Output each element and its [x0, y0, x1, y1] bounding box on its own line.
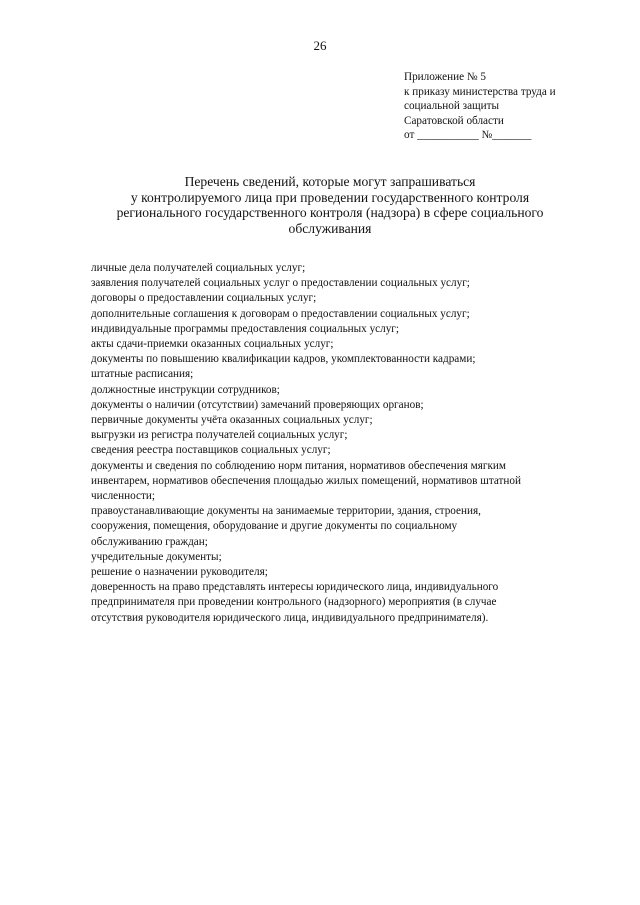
document-title	[80, 174, 580, 236]
list-item: договоры о предоставлении социальных услуг;	[91, 292, 317, 305]
title-line: обслуживания	[288, 220, 372, 236]
list-item: документы по повышению квалификации кадров, укомплектованности кадрами;	[91, 353, 476, 366]
list-item: численности;	[91, 490, 155, 503]
page-number: 26	[313, 38, 327, 53]
title-line: у контролируемого лица при проведении государственного контроля	[130, 189, 530, 205]
title-line: регионального государственного контроля (надзора) в сфере социального	[116, 205, 544, 221]
appendix-line: к приказу министерства труда и	[404, 85, 556, 98]
list-item: документы и сведения по соблюдению норм питания, нормативов обеспечения мягким	[91, 459, 506, 472]
list-item: первичные документы учёта оказанных социальных услуг;	[91, 414, 373, 427]
list-item: правоустанавливающие документы на занимаемые территории, здания, строения,	[91, 505, 481, 518]
list-item: личные дела получателей социальных услуг;	[91, 262, 306, 274]
title-line: Перечень сведений, которые могут запрашиваться	[184, 174, 476, 189]
list-item: инвентарем, нормативов обеспечения площадью жилых помещений, нормативов штатной	[91, 474, 521, 487]
list-item: заявления получателей социальных услуг о предоставлении социальных услуг;	[91, 277, 470, 290]
appendix-line: социальной защиты	[404, 100, 500, 113]
list-item: учредительные документы;	[91, 550, 222, 563]
list-item: дополнительные соглашения к договорам о предоставлении социальных услуг;	[91, 307, 470, 320]
information-list	[91, 261, 591, 626]
list-item: сооружения, помещения, оборудование и другие документы по социальному	[91, 520, 458, 533]
list-item: обслуживанию граждан;	[91, 535, 208, 548]
list-item: выгрузки из регистра получателей социальных услуг;	[91, 429, 348, 442]
list-item: документы о наличии (отсутствии) замечаний проверяющих органов;	[91, 398, 424, 411]
list-item: сведения реестра поставщиков социальных услуг;	[91, 444, 331, 457]
list-item: должностные инструкции сотрудников;	[91, 383, 280, 396]
list-item: предпринимателя при проведении контрольного (надзорного) мероприятия (в случае	[91, 596, 497, 609]
list-item: акты сдачи-приемки оказанных социальных услуг;	[91, 338, 334, 351]
appendix-line: Приложение № 5	[404, 71, 486, 83]
list-item: решение о назначении руководителя;	[91, 566, 268, 579]
appendix-line: от ___________ №_______	[404, 129, 532, 142]
list-item: отсутствия руководителя юридического лица, индивидуального предпринимателя).	[91, 611, 489, 624]
list-item: индивидуальные программы предоставления социальных услуг;	[91, 322, 400, 335]
appendix-line: Саратовской области	[404, 114, 504, 127]
appendix-header	[404, 70, 624, 143]
list-item: доверенность на право представлять интересы юридического лица, индивидуального	[91, 581, 499, 594]
list-item: штатные расписания;	[91, 368, 194, 381]
